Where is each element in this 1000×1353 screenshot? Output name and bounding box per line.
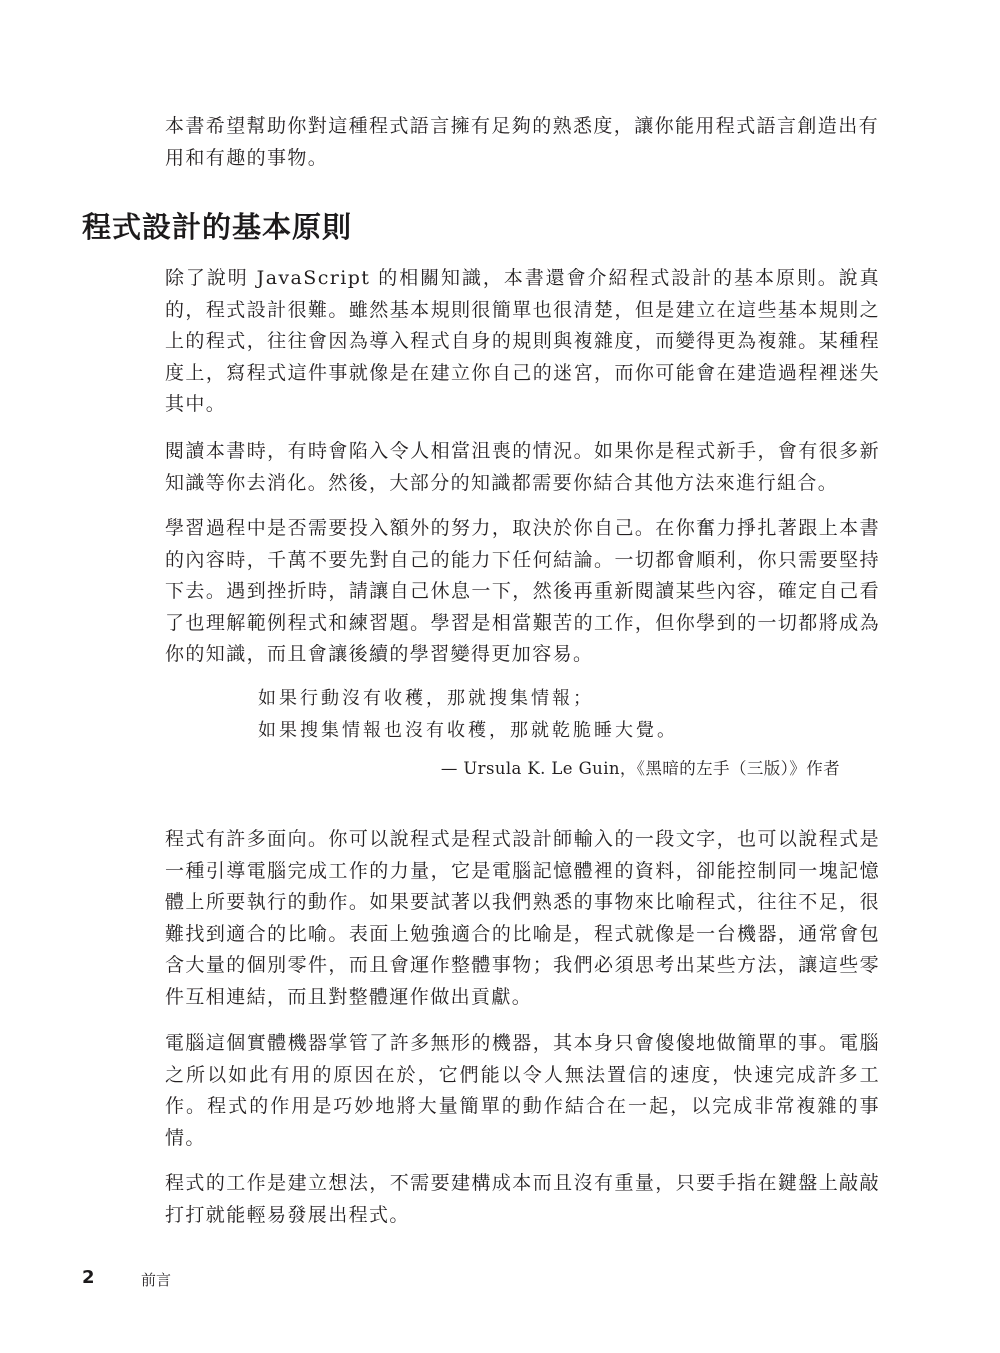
paragraph-frustration: 閱讀本書時，有時會陷入令人相當沮喪的情況。如果你是程式新手，會有很多新知識等你去消化。然後，大部分的知識都需要你結合其他方法來進行組合。 (165, 440, 880, 494)
epigraph-quote (258, 683, 858, 747)
paragraph-computer-machines: 電腦這個實體機器掌管了許多無形的機器，其本身只會傻傻地做簡單的事。電腦之所以如此有用的原因在於，它們能以令人無法置信的速度，快速完成許多工作。程式的作用是巧妙地將大量簡單的動作結合在一起，以完成非常複雜的事情。 (165, 1032, 880, 1149)
paragraph-program-work: 程式的工作是建立想法，不需要建構成本而且沒有重量，只要手指在鍵盤上敲敲打打就能輕易發展出程式。 (165, 1172, 880, 1226)
paragraph-effort: 學習過程中是否需要投入額外的努力，取決於你自己。在你奮力掙扎著跟上本書的內容時，千萬不要先對自己的能力下任何結論。一切都會順利，你只需要堅持下去。遇到挫折時，請讓自己休息一下，然後再重新閱讀某些內容，確定自己看了也理解範例程式和練習題。學習是相當艱苦的工作，但你學到的一切都將成為你的知識，而且會讓後續的學習變得更加容易。 (165, 517, 880, 665)
page-number: 2 (82, 1267, 95, 1288)
running-footer-section: 前言 (141, 1271, 172, 1289)
quote-line: 如果搜集情報也沒有收穫，那就乾脆睡大覺。 (258, 720, 678, 741)
quote-attribution: — Ursula K. Le Guin，《黑暗的左手（三版）》作者 (440, 759, 840, 778)
section-heading: 程式設計的基本原則 (82, 210, 353, 244)
quote-line: 如果行動沒有收穫，那就搜集情報； (258, 688, 594, 709)
paragraph-principles: 除了說明 JavaScript 的相關知識，本書還會介紹程式設計的基本原則。說真的，程式設計很難。雖然基本規則很簡單也很清楚，但是建立在這些基本規則之上的程式，往往會因為導入程式自身的規則與複雜度，而變得更為複雜。某種程度上，寫程式這件事就像是在建立你自己的迷宮，而你可能會在建造過程裡迷失其中。 (165, 267, 880, 415)
paragraph-program-aspects: 程式有許多面向。你可以說程式是程式設計師輸入的一段文字，也可以說程式是一種引導電腦完成工作的力量，它是電腦記憶體裡的資料，卻能控制同一塊記憶體上所要執行的動作。如果要試著以我們熟悉的事物來比喻程式，往往不足，很難找到適合的比喻。表面上勉強適合的比喻是，程式就像是一台機器，通常會包含大量的個別零件，而且會運作整體事物；我們必須思考出某些方法，讓這些零件互相連結，而且對整體運作做出貢獻。 (165, 828, 880, 1008)
intro-paragraph: 本書希望幫助你對這種程式語言擁有足夠的熟悉度，讓你能用程式語言創造出有用和有趣的事物。 (165, 115, 880, 169)
